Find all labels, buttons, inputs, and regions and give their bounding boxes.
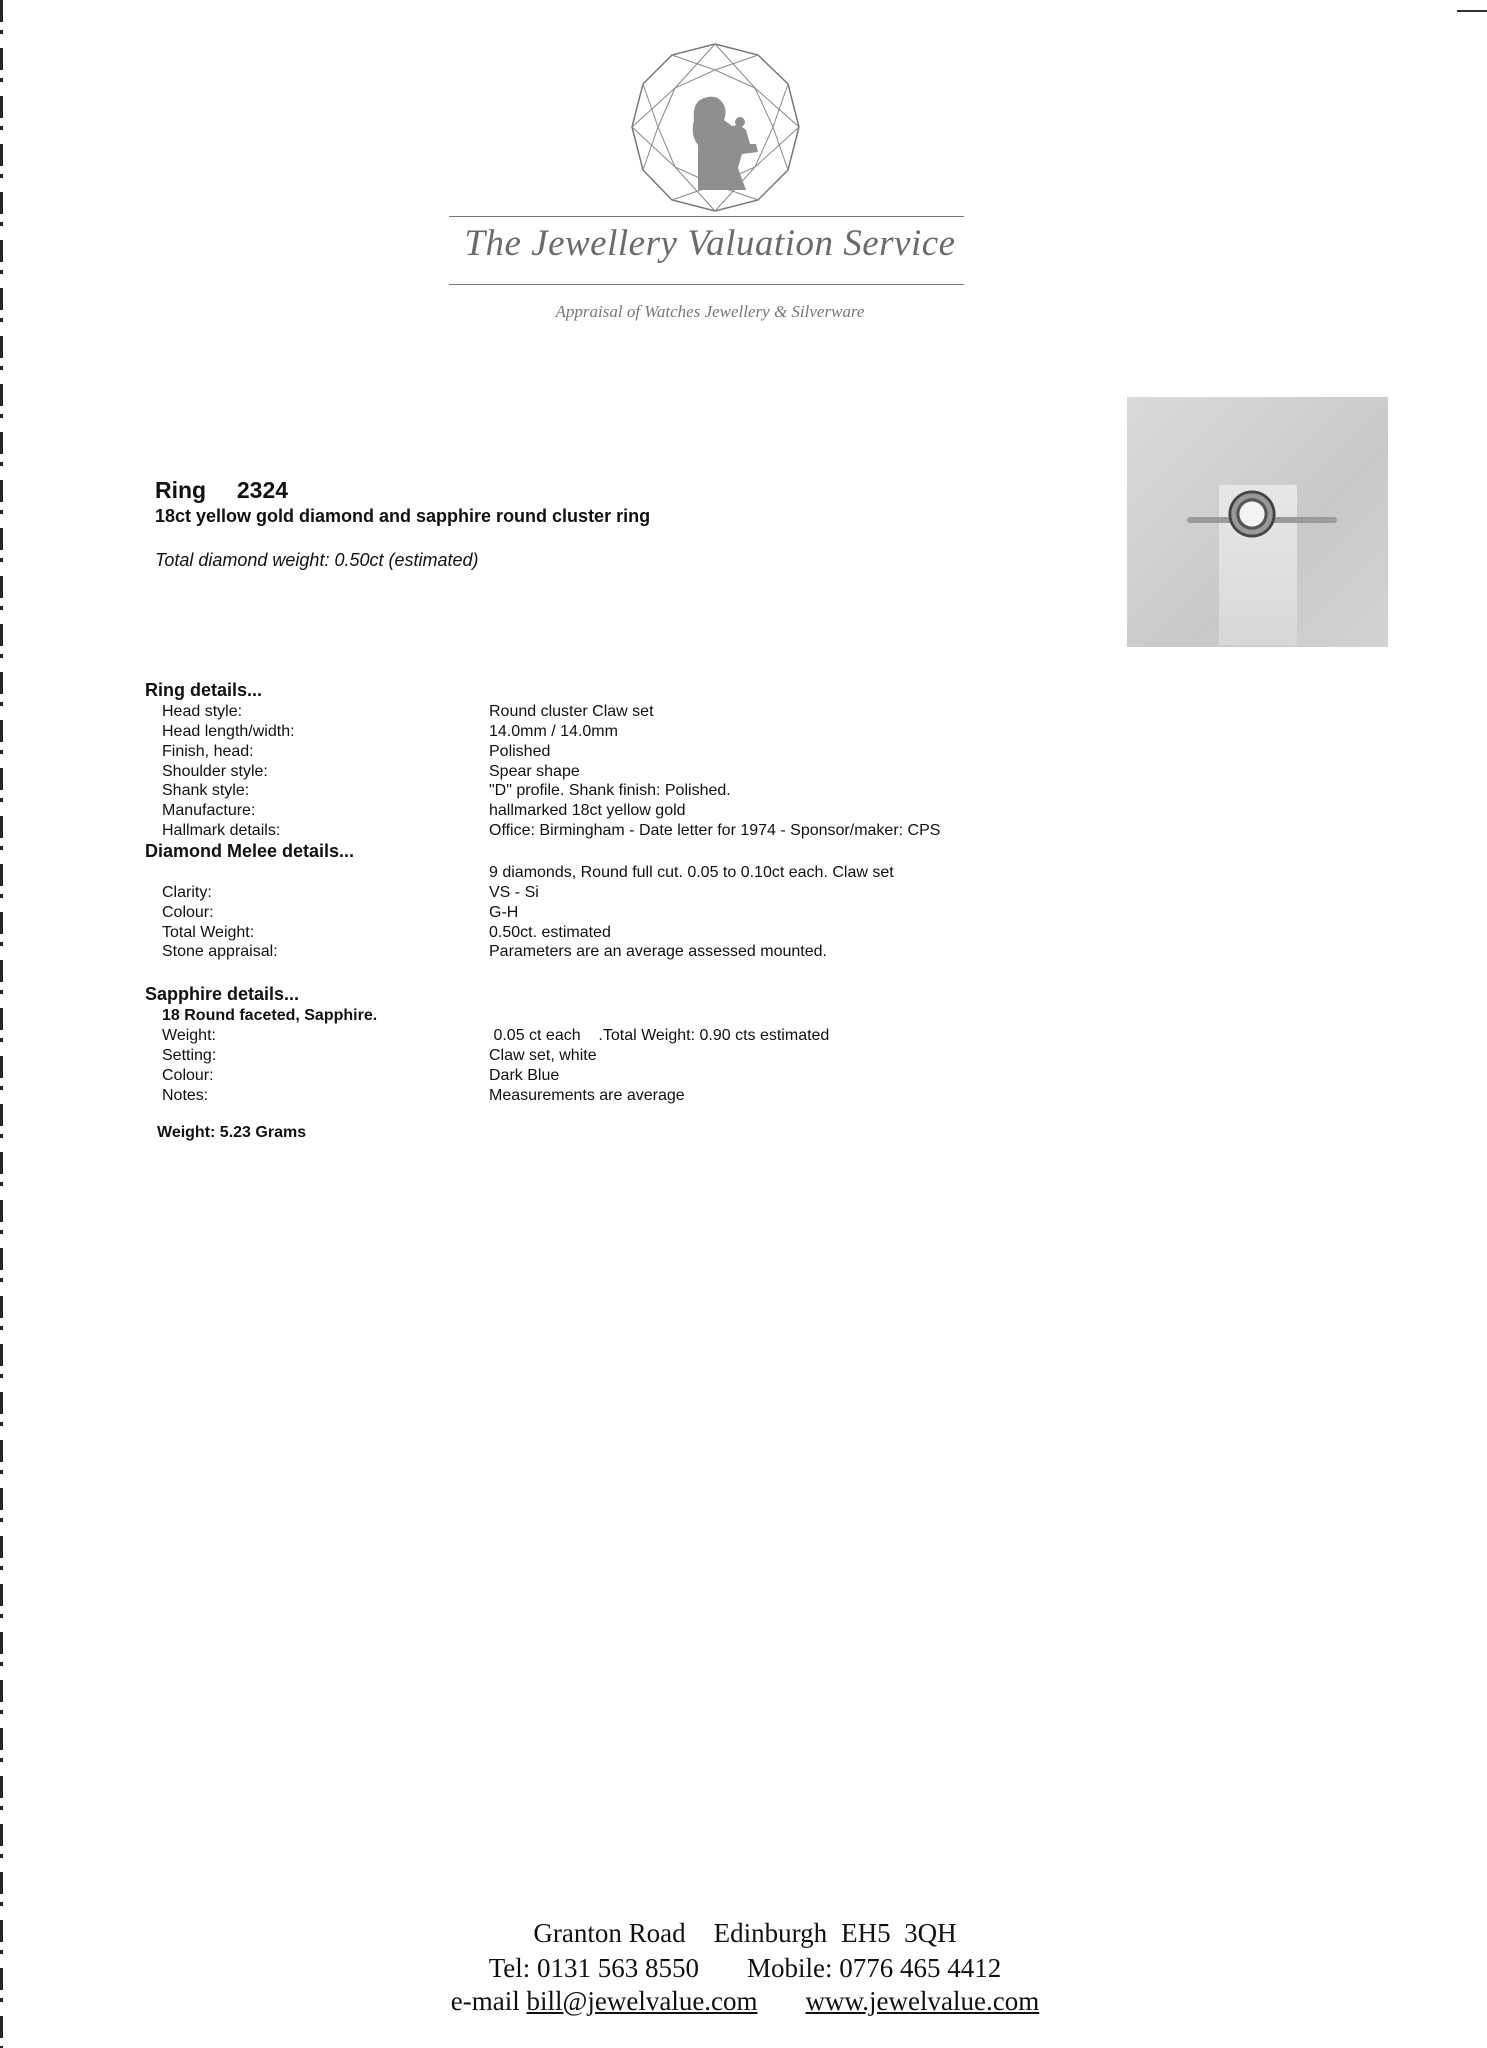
detail-label: Hallmark details: (162, 822, 281, 839)
detail-value: 0.50ct. estimated (489, 924, 611, 941)
footer-mobile: 0776 465 4412 (839, 1953, 1002, 1983)
footer-tel: 0131 563 8550 (537, 1953, 700, 1983)
detail-value: Dark Blue (489, 1067, 560, 1084)
ring-photo (1127, 397, 1388, 647)
detail-label: Shank style: (162, 782, 250, 799)
detail-value: hallmarked 18ct yellow gold (489, 802, 686, 819)
email-link[interactable]: bill@jewelvalue.com (526, 1986, 758, 2016)
detail-value: Round cluster Claw set (489, 703, 654, 720)
detail-label: Manufacture: (162, 802, 256, 819)
total-weight: Weight: 5.23 Grams (157, 1124, 307, 1141)
detail-value: "D" profile. Shank finish: Polished. (489, 782, 731, 799)
detail-label: Shoulder style: (162, 763, 268, 780)
detail-value: Measurements are average (489, 1087, 685, 1104)
footer-phones (420, 1953, 1070, 1984)
detail-label: Finish, head: (162, 743, 254, 760)
detail-label: Setting: (162, 1047, 217, 1064)
letterhead-top-rule (449, 216, 964, 217)
item-description: 18ct yellow gold diamond and sapphire round cluster ring (155, 506, 651, 526)
detail-value: Claw set, white (489, 1047, 597, 1064)
footer-tel-label: Tel: (488, 1953, 531, 1983)
scan-corner-mark (1457, 10, 1487, 12)
sapphire-subheading: 18 Round faceted, Sapphire. (162, 1007, 378, 1024)
faceted-diamond-jeweller-logo-icon (628, 40, 803, 215)
detail-label: Colour: (162, 904, 214, 921)
detail-value: VS - Si (489, 884, 539, 901)
total-diamond-weight: Total diamond weight: 0.50ct (estimated) (155, 550, 479, 570)
detail-label: Weight: (162, 1027, 216, 1044)
item-title (155, 477, 288, 504)
detail-label: Head style: (162, 703, 243, 720)
company-tagline: Appraisal of Watches Jewellery & Silverware (555, 302, 865, 321)
detail-value: G-H (489, 904, 519, 921)
detail-label: Notes: (162, 1087, 209, 1104)
detail-label: Stone appraisal: (162, 943, 278, 960)
detail-value: Spear shape (489, 763, 580, 780)
website-link[interactable]: www.jewelvalue.com (805, 1986, 1040, 2016)
ring-details-heading: Ring details... (145, 680, 263, 700)
footer-contact (420, 1986, 1070, 2017)
letterhead-bottom-rule (449, 284, 964, 285)
detail-value: Polished (489, 743, 551, 760)
company-name: The Jewellery Valuation Service (464, 223, 956, 264)
footer-street: Granton Road (533, 1918, 686, 1948)
detail-label: Total Weight: (162, 924, 255, 941)
detail-value: Office: Birmingham - Date letter for 1974 - Sponsor/maker: CPS (489, 822, 941, 839)
diamond-details-heading: Diamond Melee details... (145, 841, 355, 861)
footer-postcode: EH5 3QH (841, 1918, 957, 1948)
item-type: Ring (155, 477, 207, 503)
detail-value: Parameters are an average assessed mounted. (489, 943, 827, 960)
detail-label: Clarity: (162, 884, 212, 901)
item-number: 2324 (236, 477, 289, 503)
detail-label: Head length/width: (162, 723, 295, 740)
detail-value: 0.05 ct each .Total Weight: 0.90 cts estimated (489, 1027, 830, 1044)
footer-mobile-label: Mobile: (747, 1953, 833, 1983)
diamond-summary: 9 diamonds, Round full cut. 0.05 to 0.10ct each. Claw set (489, 864, 894, 881)
footer-email-label: e-mail (450, 1986, 520, 2016)
detail-label: Colour: (162, 1067, 214, 1084)
detail-value: 14.0mm / 14.0mm (489, 723, 618, 740)
footer-address (420, 1918, 1070, 1949)
sapphire-details-heading: Sapphire details... (145, 984, 300, 1004)
scan-edge-marks (0, 0, 3, 2048)
footer-city: Edinburgh (713, 1918, 828, 1948)
ring-cluster-head (1227, 489, 1277, 539)
